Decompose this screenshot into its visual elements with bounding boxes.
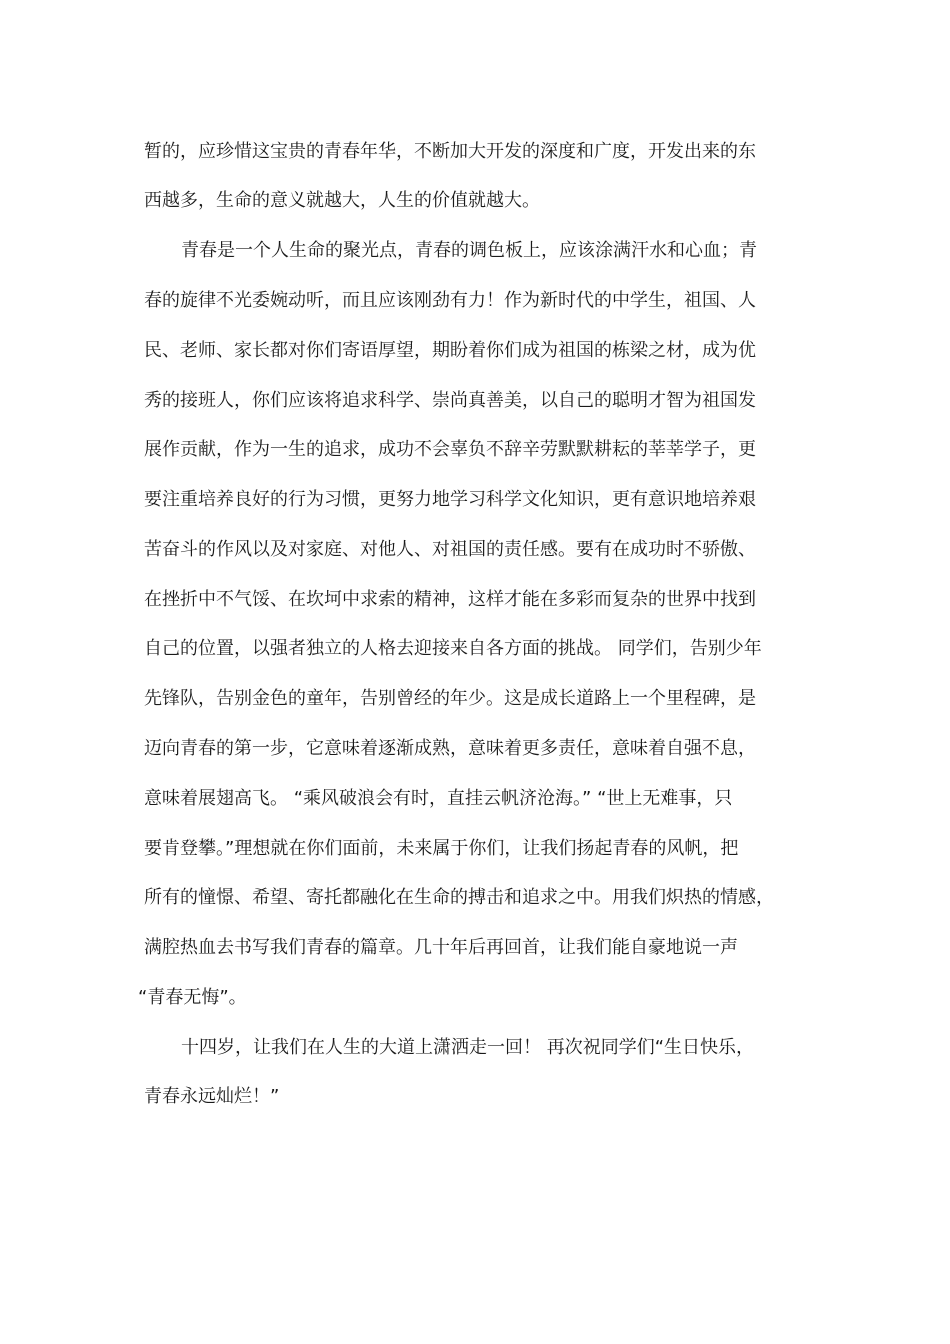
paragraph-line: 秀的接班人，你们应该将追求科学、崇尚真善美，以自己的聪明才智为祖国发 [144, 390, 756, 411]
paragraph-line: 迈向青春的第一步，它意味着逐渐成熟，意味着更多责任，意味着自强不息， [144, 738, 756, 759]
paragraph-line: 苦奋斗的作风以及对家庭、对他人、对祖国的责任感。要有在成功时不骄傲、 [144, 539, 756, 560]
paragraph-line: 自己的位置，以强者独立的人格去迎接来自各方面的挑战。 同学们，告别少年 [144, 638, 762, 659]
paragraph-line: 要肯登攀。”理想就在你们面前，未来属于你们，让我们扬起青春的风帆，把 [144, 838, 739, 859]
paragraph-line: 先锋队，告别金色的童年，告别曾经的年少。这是成长道路上一个里程碑，是 [144, 688, 756, 709]
paragraph-line: 民、老师、家长都对你们寄语厚望，期盼着你们成为祖国的栋梁之材，成为优 [144, 340, 756, 361]
paragraph-line: 满腔热血去书写我们青春的篇章。几十年后再回首，让我们能自豪地说一声 [144, 937, 738, 958]
paragraph-line: 青春是一个人生命的聚光点，青春的调色板上，应该涂满汗水和心血；青 [181, 240, 757, 261]
paragraph-line: 暂的，应珍惜这宝贵的青春年华，不断加大开发的深度和广度，开发出来的东 [144, 141, 756, 162]
paragraph-line: 展作贡献，作为一生的追求，成功不会辜负不辞辛劳默默耕耘的莘莘学子，更 [144, 439, 756, 460]
paragraph-line: 西越多，生命的意义就越大，人生的价值就越大。 [144, 190, 540, 211]
paragraph-line: 青春永远灿烂！” [144, 1086, 280, 1107]
paragraph-line: 在挫折中不气馁、在坎坷中求索的精神，这样才能在多彩而复杂的世界中找到 [144, 589, 756, 610]
paragraph-line: 春的旋律不光委婉动听，而且应该刚劲有力！作为新时代的中学生，祖国、人 [144, 290, 756, 311]
paragraph-line: “青春无悔”。 [138, 987, 247, 1008]
paragraph-line: 所有的憧憬、希望、寄托都融化在生命的搏击和追求之中。用我们炽热的情感， [144, 887, 774, 908]
paragraph-line: 意味着展翅高飞。 “乘风破浪会有时，直挂云帆济沧海。” “世上无难事，只 [144, 788, 733, 809]
paragraph-line: 要注重培养良好的行为习惯，更努力地学习科学文化知识，更有意识地培养艰 [144, 489, 756, 510]
paragraph-line: 十四岁，让我们在人生的大道上潇洒走一回！ 再次祝同学们“生日快乐， [181, 1037, 755, 1058]
